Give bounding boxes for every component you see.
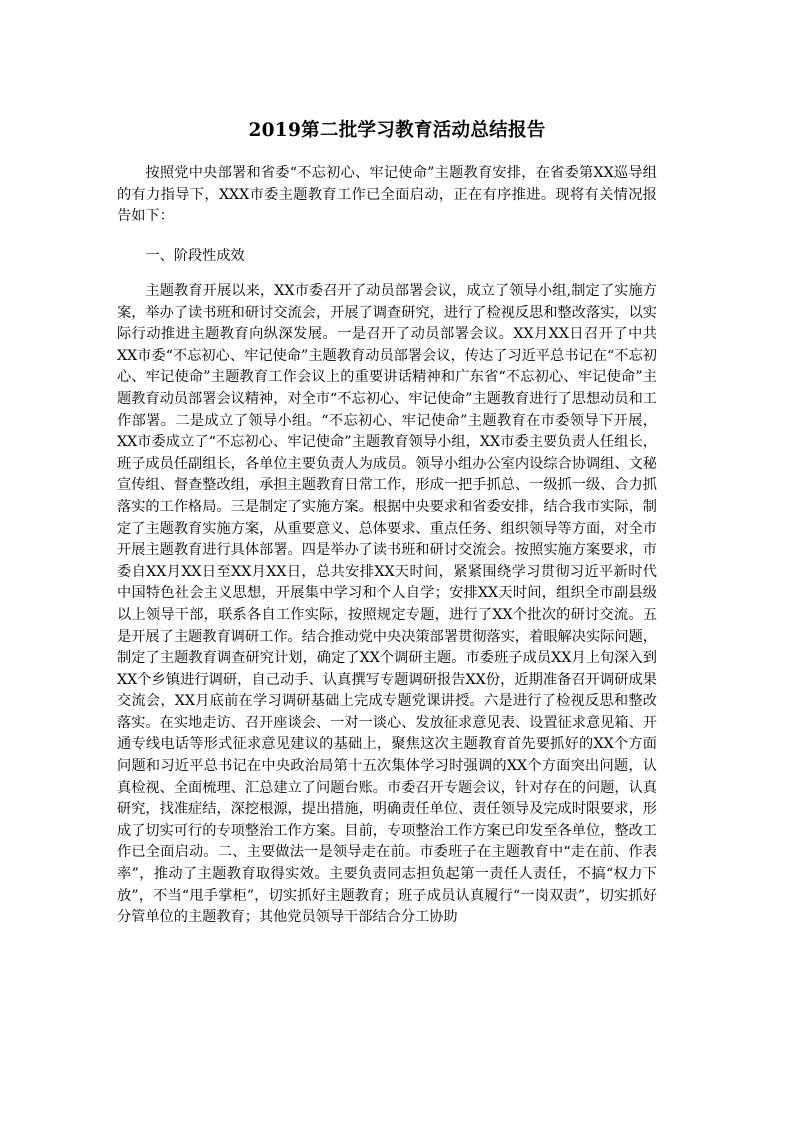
section-heading: 一、阶段性成效 — [145, 248, 245, 264]
intro-paragraph: 按照党中央部署和省委“不忘初心、牢记使命”主题教育安排，在省委第XX巡导组的有力指导下，XXX市委主题教育工作已全面启动，正在有序推进。现将有关情况报告如下： — [117, 165, 657, 225]
document-title: 2019第二批学习教育活动总结报告 — [248, 120, 546, 141]
body-paragraph: 主题教育开展以来，XX市委召开了动员部署会议，成立了领导小组,制定了实施方案，举办了读书班和研讨交流会，开展了调查研究，进行了检视反思和整改落实，以实际行动推进主题教育向纵深发展。一是召开了动员部署会议。XX月XX日召开了中共XX市委“不忘初心、牢记使命”主题教育动员部署会议，传达了习近平总书记在“不忘初心、牢记使命”主题教育工作会议上的重要讲话精神和广东省“不忘初心、牢记使命”主题教育动员部署会议精神，对全市“不忘初心、牢记使命”主题教育进行了思想动员和工作部署。二是成立了领导小组。“不忘初心、牢记使命”主题教育在市委领导下开展，XX市委成立了“不忘初心、牢记使命”主题教育领导小组，XX市委主要负责人任组长，班子成员任副组长，各单位主要负责人为成员。领导小组办公室内设综合协调组、文秘宣传组、督查整改组，承担主题教育日常工作，形成一把手抓总、一级抓一级、合力抓落实的工作格局。三是制定了实施方案。根据中央要求和省委安排，结合我市实际，制定了主题教育实施方案，从重要意义、总体要求、重点任务、组织领导等方面，对全市开展主题教育进行具体部署。四是举办了读书班和研讨交流会。按照实施方案要求，市委自XX月XX日至XX月XX日，总共安排XX天时间，紧紧围绕学习贯彻习近平新时代中国特色社会主义思想，开展集中学习和个人自学；安排XX天时间，组织全市副县级以上领导干部，联系各自工作实际，按照规定专题，进行了XX个批次的研讨交流。五是开展了主题教育调研工作。结合推动党中央决策部署贯彻落实，着眼解决实际问题，制定了主题教育调查研究计划，确定了XX个调研主题。市委班子成员XX月上旬深入到XX个乡镇进行调研，自己动手、认真撰写专题调研报告XX份，近期准备召开调研成果交流会，XX月底前在学习调研基础上完成专题党课讲授。六是进行了检视反思和整改落实。在实地走访、召开座谈会、一对一谈心、发放征求意见表、设置征求意见箱、开通专线电话等形式征求意见建议的基础上，聚焦这次主题教育首先要抓好的XX个方面问题和习近平总书记在中央政治局第十五次集体学习时强调的XX个方面突出问题，认真检视、全面梳理、汇总建立了问题台账。市委召开专题会议，针对存在的问题，认真研究，找准症结，深挖根源，提出措施，明确责任单位、责任领导及完成时限要求，形成了切实可行的专项整治工作方案。目前，专项整治工作方案已印发至各单位，整改工作已全面启动。二、主要做法一是领导走在前。市委班子在主题教育中“走在前、作表率”，推动了主题教育取得实效。主要负责同志担负起第一责任人责任，不搞“权力下放”，不当“甩手掌柜”，切实抓好主题教育；班子成员认真履行“一岗双责”，切实抓好分管单位的主题教育；其他党员领导干部结合分工协助 — [117, 283, 657, 926]
